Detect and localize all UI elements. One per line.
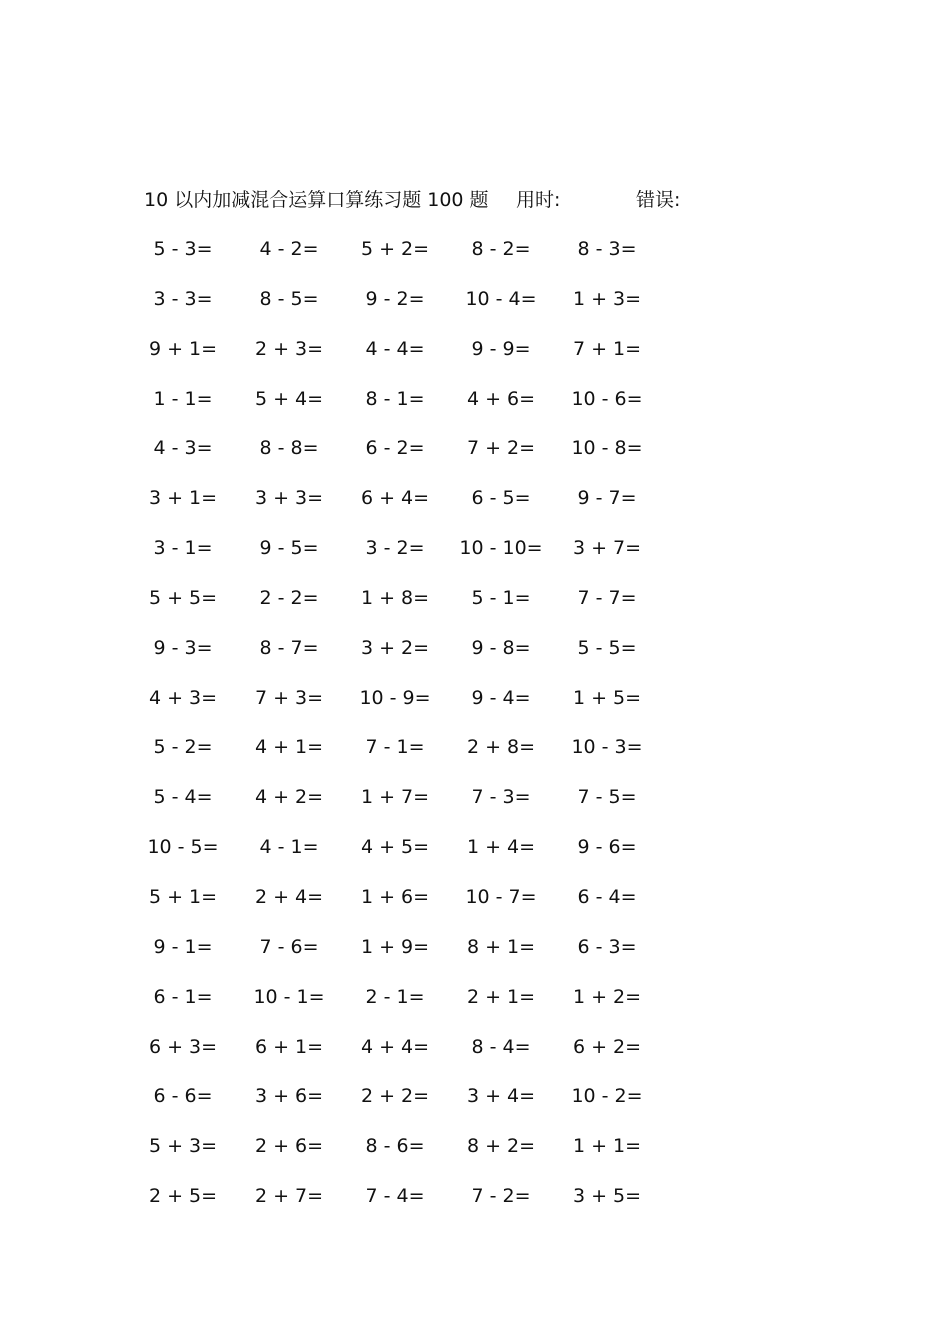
- problem-item: 3 - 1=: [153, 537, 213, 560]
- problem-item: 6 - 4=: [577, 885, 637, 908]
- problem-item: 3 + 7=: [572, 537, 642, 560]
- problem-row: [130, 683, 660, 733]
- problem-item: 4 + 3=: [148, 686, 218, 709]
- problem-item: 8 - 1=: [365, 387, 425, 410]
- problem-grid: [130, 234, 660, 1231]
- problem-item: 2 + 5=: [148, 1185, 218, 1208]
- problem-item: 10 - 8=: [571, 437, 643, 460]
- problem-item: 9 - 8=: [471, 636, 531, 659]
- problem-item: 9 - 4=: [471, 686, 531, 709]
- problem-item: 3 - 3=: [153, 287, 213, 310]
- problem-item: 2 + 2=: [360, 1085, 430, 1108]
- problem-row: [130, 384, 660, 434]
- problem-item: 4 - 1=: [259, 836, 319, 859]
- problem-row: [130, 782, 660, 832]
- problem-item: 10 - 1=: [253, 985, 325, 1008]
- problem-item: 9 - 5=: [259, 537, 319, 560]
- problem-item: 6 + 1=: [254, 1035, 324, 1058]
- problem-row: [130, 284, 660, 334]
- problem-row: [130, 932, 660, 982]
- problem-row: [130, 633, 660, 683]
- problem-item: 9 - 3=: [153, 636, 213, 659]
- problem-item: 8 - 7=: [259, 636, 319, 659]
- problem-item: 5 - 4=: [153, 786, 213, 809]
- problem-item: 10 - 10=: [459, 537, 543, 560]
- problem-item: 5 - 2=: [153, 736, 213, 759]
- problem-row: [130, 1081, 660, 1131]
- problem-item: 8 + 1=: [466, 935, 536, 958]
- problem-item: 9 - 6=: [577, 836, 637, 859]
- problem-item: 1 + 5=: [572, 686, 642, 709]
- problem-item: 5 + 5=: [148, 586, 218, 609]
- problem-item: 7 - 6=: [259, 935, 319, 958]
- time-label: 用时:: [516, 189, 561, 211]
- problem-item: 6 - 1=: [153, 985, 213, 1008]
- problem-item: 1 + 9=: [360, 935, 430, 958]
- problem-item: 4 + 1=: [254, 736, 324, 759]
- problem-item: 1 + 4=: [466, 836, 536, 859]
- problem-item: 8 - 3=: [577, 238, 637, 260]
- problem-item: 6 + 3=: [148, 1035, 218, 1058]
- problem-item: 7 + 2=: [466, 437, 536, 460]
- error-label: 错误:: [636, 189, 681, 211]
- problem-item: 3 + 5=: [572, 1185, 642, 1208]
- problem-item: 8 - 4=: [471, 1035, 531, 1058]
- problem-item: 5 - 3=: [153, 238, 213, 260]
- problem-item: 8 - 5=: [259, 287, 319, 310]
- problem-item: 2 + 7=: [254, 1185, 324, 1208]
- problem-item: 2 + 8=: [466, 736, 536, 759]
- problem-item: 4 - 3=: [153, 437, 213, 460]
- problem-item: 1 + 6=: [360, 885, 430, 908]
- problem-row: [130, 583, 660, 633]
- problem-item: 10 - 2=: [571, 1085, 643, 1108]
- problem-item: 8 + 2=: [466, 1135, 536, 1158]
- problem-row: [130, 732, 660, 782]
- problem-item: 7 - 2=: [471, 1185, 531, 1208]
- problem-item: 7 - 5=: [577, 786, 637, 809]
- problem-item: 2 + 3=: [254, 337, 324, 360]
- problem-item: 8 - 6=: [365, 1135, 425, 1158]
- problem-item: 3 + 6=: [254, 1085, 324, 1108]
- problem-item: 5 - 1=: [471, 586, 531, 609]
- problem-item: 9 + 1=: [148, 337, 218, 360]
- problem-row: [130, 1131, 660, 1181]
- problem-item: 5 + 4=: [254, 387, 324, 410]
- problem-item: 1 + 7=: [360, 786, 430, 809]
- problem-row: [130, 832, 660, 882]
- problem-item: 4 - 4=: [365, 337, 425, 360]
- problem-item: 6 + 4=: [360, 487, 430, 510]
- problem-row: [130, 483, 660, 533]
- problem-item: 4 + 6=: [466, 387, 536, 410]
- problem-item: 3 + 2=: [360, 636, 430, 659]
- problem-item: 6 - 6=: [153, 1085, 213, 1108]
- problem-item: 3 + 1=: [148, 487, 218, 510]
- problem-item: 7 - 1=: [365, 736, 425, 759]
- problem-row: [130, 982, 660, 1032]
- problem-row: [130, 433, 660, 483]
- problem-item: 1 + 1=: [572, 1135, 642, 1158]
- problem-row: [130, 1181, 660, 1231]
- problem-item: 1 + 3=: [572, 287, 642, 310]
- problem-row: [130, 234, 660, 284]
- problem-item: 5 + 1=: [148, 885, 218, 908]
- problem-item: 6 - 2=: [365, 437, 425, 460]
- problem-item: 9 - 2=: [365, 287, 425, 310]
- problem-item: 4 + 5=: [360, 836, 430, 859]
- problem-item: 7 + 3=: [254, 686, 324, 709]
- problem-item: 10 - 7=: [465, 885, 537, 908]
- problem-item: 6 - 5=: [471, 487, 531, 510]
- problem-item: 7 + 1=: [572, 337, 642, 360]
- problem-item: 10 - 6=: [571, 387, 643, 410]
- problem-item: 4 + 2=: [254, 786, 324, 809]
- problem-item: 4 - 2=: [259, 238, 319, 260]
- problem-item: 2 + 6=: [254, 1135, 324, 1158]
- problem-item: 7 - 7=: [577, 586, 637, 609]
- problem-item: 9 - 9=: [471, 337, 531, 360]
- problem-row: [130, 334, 660, 384]
- problem-item: 7 - 3=: [471, 786, 531, 809]
- problem-item: 5 - 5=: [577, 636, 637, 659]
- problem-item: 9 - 1=: [153, 935, 213, 958]
- problem-item: 10 - 3=: [571, 736, 643, 759]
- problem-item: 10 - 4=: [465, 287, 537, 310]
- problem-item: 10 - 5=: [147, 836, 219, 859]
- problem-item: 6 + 2=: [572, 1035, 642, 1058]
- problem-item: 8 - 2=: [471, 238, 531, 260]
- problem-item: 2 + 4=: [254, 885, 324, 908]
- problem-row: [130, 533, 660, 583]
- problem-row: [130, 1032, 660, 1082]
- problem-item: 10 - 9=: [359, 686, 431, 709]
- problem-item: 6 - 3=: [577, 935, 637, 958]
- problem-item: 2 + 1=: [466, 985, 536, 1008]
- problem-item: 1 - 1=: [153, 387, 213, 410]
- problem-item: 9 - 7=: [577, 487, 637, 510]
- problem-item: 4 + 4=: [360, 1035, 430, 1058]
- problem-item: 2 - 1=: [365, 985, 425, 1008]
- problem-item: 8 - 8=: [259, 437, 319, 460]
- problem-item: 1 + 2=: [572, 985, 642, 1008]
- problem-item: 5 + 3=: [148, 1135, 218, 1158]
- problem-item: 3 + 3=: [254, 487, 324, 510]
- problem-item: 3 - 2=: [365, 537, 425, 560]
- problem-item: 7 - 4=: [365, 1185, 425, 1208]
- problem-item: 1 + 8=: [360, 586, 430, 609]
- problem-item: 3 + 4=: [466, 1085, 536, 1108]
- worksheet-title: 10 以内加减混合运算口算练习题 100 题: [144, 189, 489, 211]
- problem-item: 2 - 2=: [259, 586, 319, 609]
- problem-item: 5 + 2=: [360, 238, 430, 260]
- problem-row: [130, 882, 660, 932]
